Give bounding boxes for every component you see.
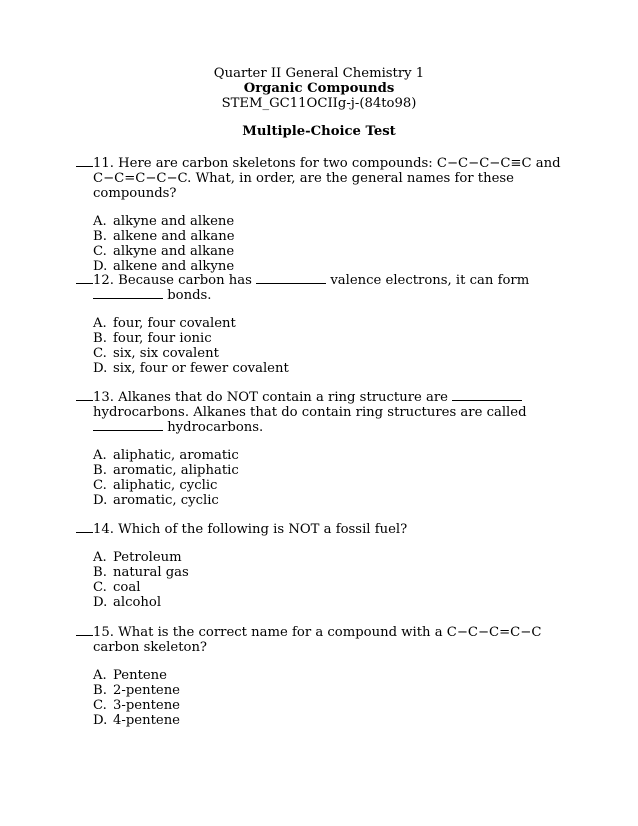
question-11: [76, 156, 566, 274]
question-stem: [76, 156, 566, 201]
option-letter: D.: [93, 493, 108, 508]
question-stem: [76, 390, 566, 435]
option-text: aliphatic, cyclic: [113, 478, 218, 493]
question-text-part-1: Because carbon has: [113, 273, 257, 288]
question-stem: [76, 625, 566, 655]
question-stem: [76, 273, 566, 303]
option-d: [93, 493, 566, 508]
option-b: [93, 463, 566, 478]
option-text: natural gas: [113, 565, 189, 580]
option-c: [93, 346, 566, 361]
option-letter: D.: [93, 361, 108, 376]
option-letter: C.: [93, 698, 107, 713]
question-text-part-3: hydrocarbons.: [163, 420, 264, 435]
option-d: [93, 595, 566, 610]
answer-blank: [76, 273, 93, 284]
answer-blank: [76, 522, 93, 533]
options-list: [93, 668, 566, 728]
option-text: four, four ionic: [113, 331, 212, 346]
options-list: [93, 448, 566, 508]
option-b: [93, 565, 566, 580]
option-letter: A.: [93, 550, 107, 565]
option-text: four, four covalent: [113, 316, 236, 331]
option-d: [93, 361, 566, 376]
competency-code: STEM_GC11OCIIg-j-(84to98): [221, 96, 417, 111]
option-text: six, six covalent: [113, 346, 219, 361]
option-letter: B.: [93, 331, 107, 346]
option-text: coal: [113, 580, 141, 595]
option-c: [93, 580, 566, 595]
option-letter: A.: [93, 316, 107, 331]
question-text-part-1: Alkanes that do NOT contain a ring structure are: [113, 390, 453, 405]
option-a: [93, 550, 566, 565]
option-d: [93, 259, 566, 274]
option-letter: C.: [93, 478, 107, 493]
option-text: aliphatic, aromatic: [113, 448, 239, 463]
option-letter: C.: [93, 346, 107, 361]
document-header: [0, 66, 638, 111]
question-text: What is the correct name for a compound with a C−C−C=C−C carbon skeleton?: [93, 625, 542, 655]
option-c: [93, 698, 566, 713]
option-a: [93, 316, 566, 331]
topic-title: Organic Compounds: [243, 81, 395, 96]
option-letter: B.: [93, 565, 107, 580]
option-text: aromatic, cyclic: [113, 493, 219, 508]
question-15: [76, 625, 566, 728]
option-b: [93, 229, 566, 244]
option-letter: A.: [93, 214, 107, 229]
question-text: Here are carbon skeletons for two compounds: C−C−C−C≡C and C−C=C−C−C. What, in order, are the general names for these compounds?: [93, 156, 561, 201]
option-text: Pentene: [113, 668, 167, 683]
question-number: 15.: [93, 625, 114, 640]
question-text-part-2: valence electrons, it can form: [326, 273, 530, 288]
course-title: Quarter II General Chemistry 1: [213, 66, 425, 81]
question-14: [76, 522, 566, 610]
fill-in-blank: [256, 273, 326, 284]
option-a: [93, 448, 566, 463]
test-title: Multiple-Choice Test: [242, 124, 396, 139]
question-12: [76, 273, 566, 376]
fill-in-blank: [93, 288, 163, 299]
option-a: [93, 214, 566, 229]
question-number: 13.: [93, 390, 114, 405]
options-list: [93, 316, 566, 376]
option-text: alkyne and alkane: [113, 244, 235, 259]
option-letter: B.: [93, 229, 107, 244]
question-13: [76, 390, 566, 508]
fill-in-blank: [452, 390, 522, 401]
option-text: alkene and alkyne: [113, 259, 235, 274]
option-text: alkene and alkane: [113, 229, 235, 244]
question-stem: [76, 522, 566, 537]
question-text-part-2: hydrocarbons. Alkanes that do contain ring structures are called: [93, 405, 527, 420]
option-letter: C.: [93, 244, 107, 259]
options-list: [93, 214, 566, 274]
option-text: aromatic, aliphatic: [113, 463, 239, 478]
option-letter: A.: [93, 448, 107, 463]
question-number: 14.: [93, 522, 114, 537]
option-letter: A.: [93, 668, 107, 683]
question-text: Which of the following is NOT a fossil fuel?: [113, 522, 408, 537]
option-letter: B.: [93, 463, 107, 478]
option-letter: D.: [93, 595, 108, 610]
option-b: [93, 331, 566, 346]
option-text: 3-pentene: [113, 698, 180, 713]
answer-blank: [76, 390, 93, 401]
options-list: [93, 550, 566, 610]
option-a: [93, 668, 566, 683]
option-text: 4-pentene: [113, 713, 180, 728]
question-number: 12.: [93, 273, 114, 288]
option-letter: B.: [93, 683, 107, 698]
fill-in-blank: [93, 420, 163, 431]
option-text: alkyne and alkene: [113, 214, 235, 229]
question-text-part-3: bonds.: [163, 288, 212, 303]
answer-blank: [76, 156, 93, 167]
option-text: 2-pentene: [113, 683, 180, 698]
option-letter: D.: [93, 713, 108, 728]
option-d: [93, 713, 566, 728]
option-text: six, four or fewer covalent: [113, 361, 289, 376]
option-c: [93, 478, 566, 493]
answer-blank: [76, 625, 93, 636]
option-b: [93, 683, 566, 698]
question-number: 11.: [93, 156, 114, 171]
option-text: Petroleum: [113, 550, 182, 565]
option-letter: D.: [93, 259, 108, 274]
option-c: [93, 244, 566, 259]
option-letter: C.: [93, 580, 107, 595]
option-text: alcohol: [113, 595, 162, 610]
